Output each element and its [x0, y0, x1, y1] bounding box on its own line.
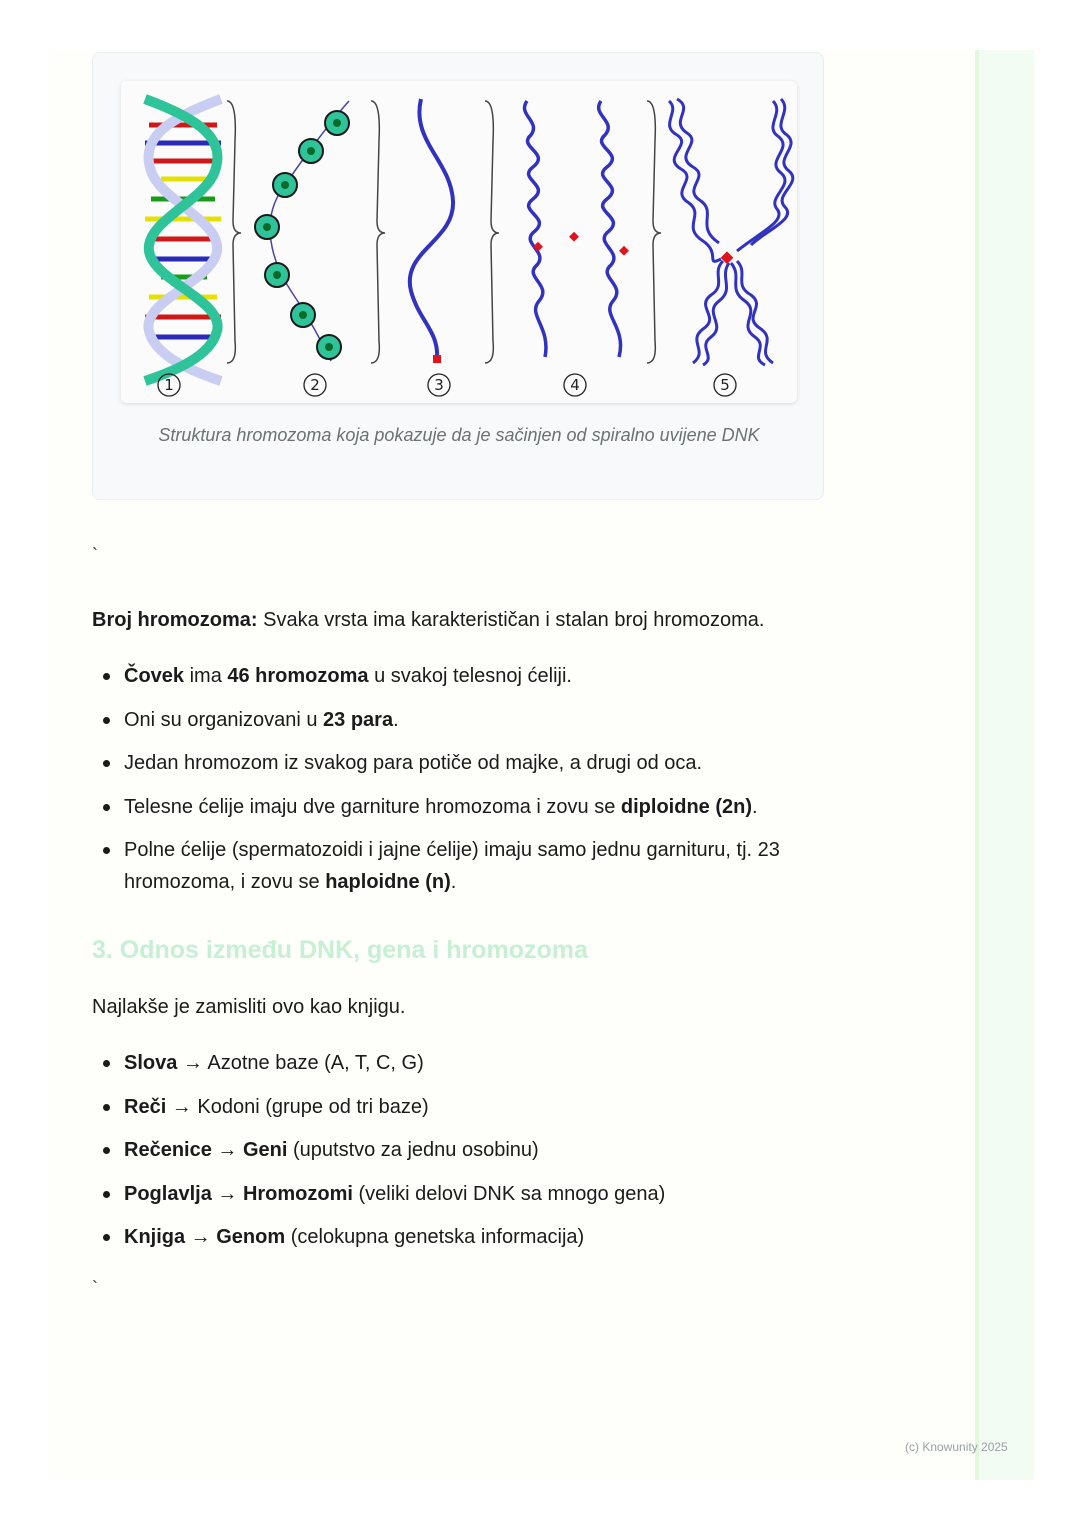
- looped-chromatin-drawing: [525, 101, 621, 357]
- list-item-text: Kodoni (grupe od tri baze): [197, 1095, 429, 1118]
- list-item-bold: 23 para: [323, 708, 394, 731]
- list-item: [92, 1047, 812, 1079]
- list-item-bold: Geni: [242, 1139, 288, 1161]
- list-item: [92, 1221, 812, 1253]
- stray-backtick-2: `: [92, 1278, 98, 1298]
- list-item: [92, 704, 812, 736]
- arrow-icon: →: [211, 1182, 243, 1205]
- arrow-icon: →: [211, 1139, 243, 1161]
- list-item: [92, 1134, 812, 1166]
- list-item-text: Polne ćelije (spermatozoidi i jajne ćelije) imaju samo jednu garnituru, tj. 23 hromozoma, i zovu se: [124, 839, 780, 893]
- chromosome-count-intro: [92, 604, 812, 636]
- section-heading: 3. Odnos između DNK, gena i hromozoma: [92, 936, 588, 964]
- arrow-icon: →: [185, 1226, 217, 1248]
- dna-helix-drawing: [145, 99, 221, 381]
- chromosome-structure-illustration: [121, 81, 797, 403]
- list-item-bold: Reči: [124, 1095, 167, 1118]
- list-item-text: .: [450, 871, 457, 893]
- list-item-bold: 46 hromozoma: [227, 665, 369, 687]
- copyright-footer: (c) Knowunity 2025: [905, 1440, 1008, 1454]
- figure-label-1: 1: [164, 376, 174, 394]
- relation-list: [92, 1047, 812, 1265]
- list-item-text: (veliki delovi DNK sa mnogo gena): [352, 1182, 666, 1205]
- list-item: [92, 791, 812, 823]
- figure-label-4: 4: [570, 376, 580, 394]
- figure-label-3: 3: [434, 376, 444, 394]
- list-item: [92, 1091, 812, 1123]
- list-item: [92, 660, 812, 692]
- list-item: [92, 1178, 812, 1210]
- list-item-bold: Knjiga: [124, 1226, 186, 1248]
- list-item-bold: Slova: [124, 1052, 178, 1074]
- list-item-text: .: [752, 795, 758, 818]
- figure-caption: Struktura hromozoma koja pokazuje da je sačinjen od spiralno uvijene DNK: [158, 425, 760, 445]
- list-item-text: .: [393, 708, 399, 731]
- list-item-text: (celokupna genetska informacija): [285, 1226, 585, 1248]
- list-item-bold: Hromozomi: [242, 1182, 353, 1205]
- list-item-bold: Rečenice: [124, 1139, 212, 1161]
- list-item: [92, 834, 812, 898]
- stray-backtick-1: `: [92, 545, 98, 565]
- list-item-text: (uputstvo za jednu osobinu): [287, 1139, 539, 1161]
- list-item-text: u svakoj telesnoj ćeliji.: [368, 665, 572, 687]
- chromatin-fiber-drawing: [410, 99, 453, 363]
- chromosome-count-list: [92, 660, 812, 910]
- arrow-icon: →: [177, 1052, 208, 1074]
- metaphase-chromosome-drawing: [669, 99, 793, 365]
- intro-bold: Broj hromozoma:: [92, 609, 258, 631]
- list-item-text: Oni su organizovani u: [124, 708, 324, 731]
- list-item-bold: haploidne (n): [325, 871, 451, 893]
- figure-label-5: 5: [720, 376, 730, 394]
- list-item-text: Telesne ćelije imaju dve garniture hromozoma i zovu se: [124, 795, 621, 818]
- list-item-bold: Poglavlja: [124, 1182, 212, 1205]
- list-item: [92, 747, 812, 779]
- relation-intro: Najlakše je zamisliti ovo kao knjigu.: [92, 996, 406, 1018]
- list-item-text: Azotne baze (A, T, C, G): [207, 1052, 424, 1074]
- list-item-bold: diploidne (2n): [620, 795, 752, 818]
- arrow-icon: →: [166, 1095, 198, 1118]
- list-item-bold: Genom: [216, 1226, 286, 1248]
- nucleosome-drawing: [255, 101, 349, 361]
- list-item-text: ima: [184, 665, 228, 687]
- figure-card: [92, 52, 824, 500]
- list-item-text: Jedan hromozom iz svakog para potiče od majke, a drugi od oca.: [124, 752, 703, 774]
- figure-label-2: 2: [310, 376, 320, 394]
- list-item-bold: Čovek: [124, 665, 185, 687]
- intro-text: Svaka vrsta ima karakterističan i stalan broj hromozoma.: [257, 609, 765, 631]
- right-margin-rail: [975, 50, 1034, 1480]
